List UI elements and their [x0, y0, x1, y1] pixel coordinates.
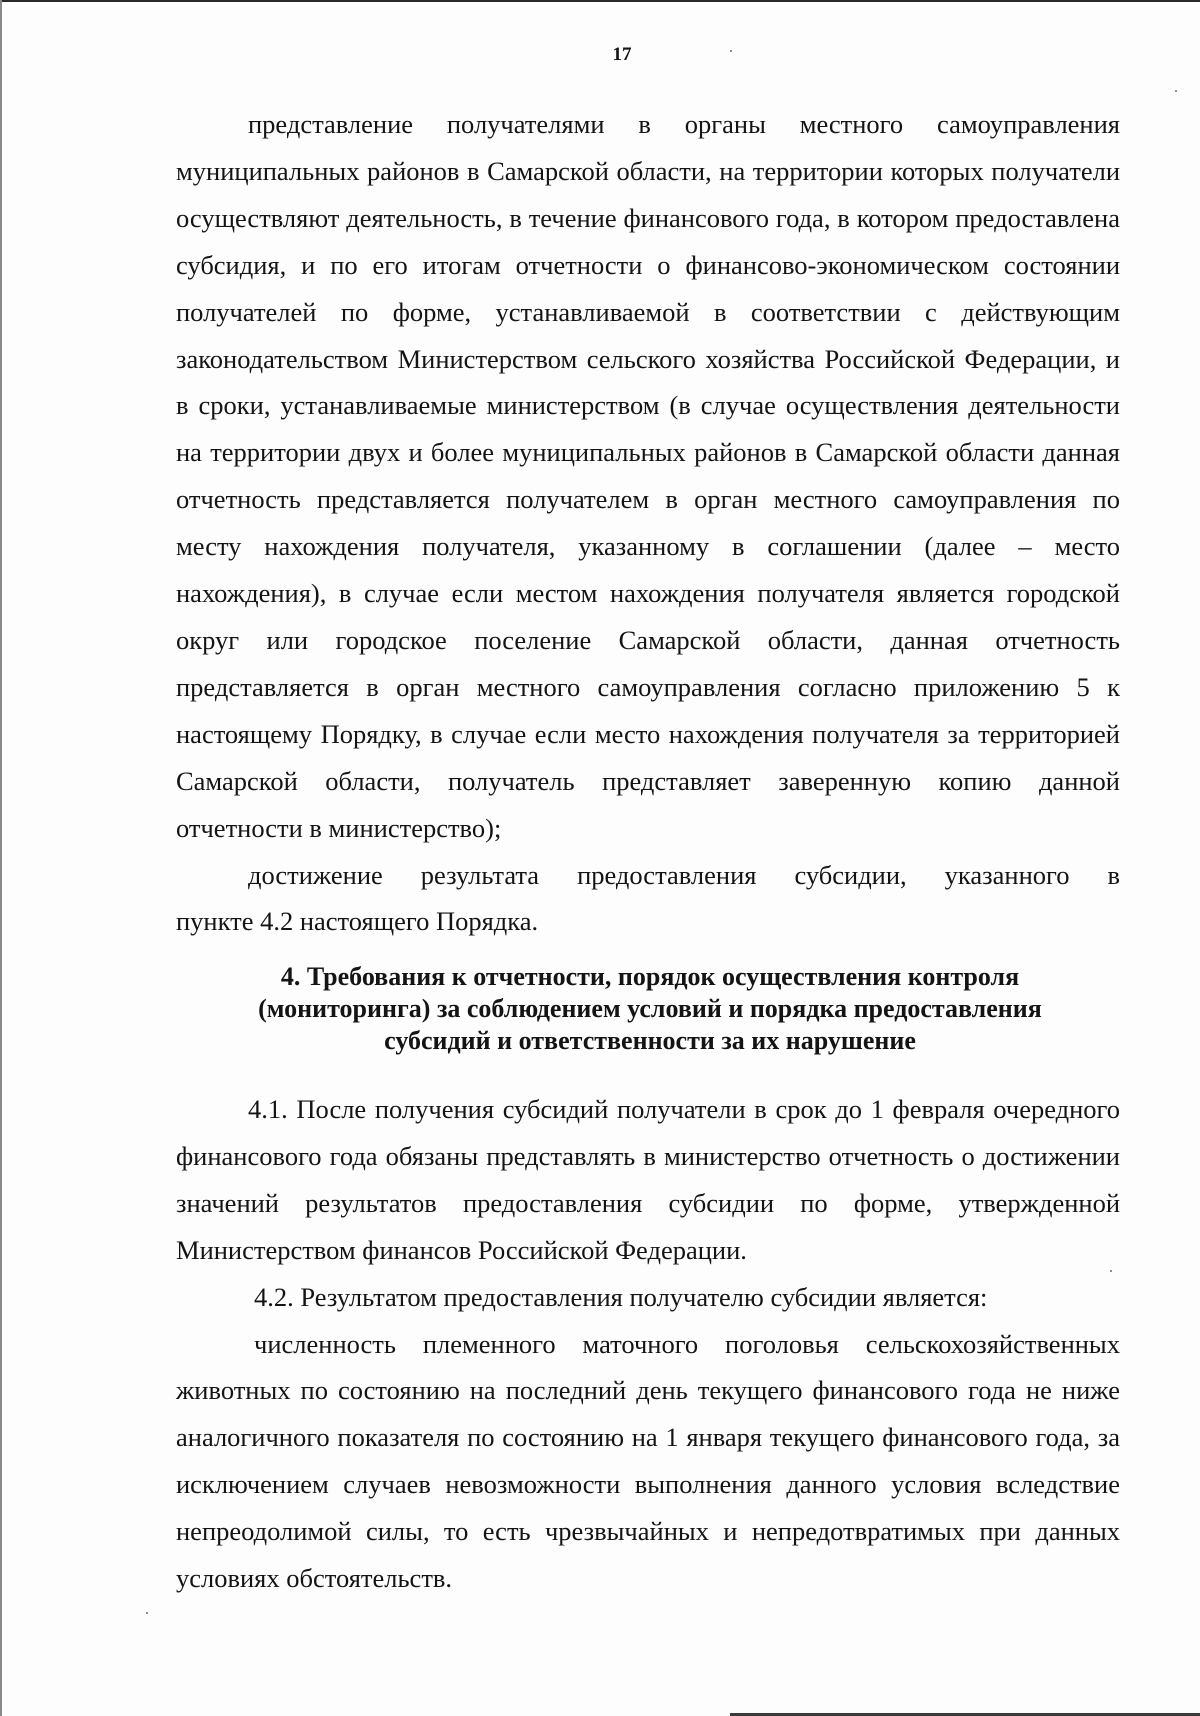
- scan-speck: [146, 1612, 148, 1614]
- section-heading-line1: 4. Требования к отчетности, порядок осуществления контроля: [280, 962, 1020, 991]
- body-text-bottom: [176, 1086, 1120, 1602]
- scan-edge-top: [0, 0, 1200, 2]
- paragraph-4-1: 4.1. После получения субсидий получатели в срок до 1 февраля очередного финансового года обязаны представлять в министерство отчетность о достижении значений результатов предоставления субсидии по форме, утвержденной Министерством финансов Российской Федерации.: [176, 1094, 1120, 1265]
- body-text-top: [176, 101, 1120, 945]
- continued-paragraph: представление получателями в органы местного самоуправления муниципальных районов в Самарской области, на территории которых получатели осуществляют деятельность, в течение финансового года, в котором предоставлена субсидия, и по его итогам отчетности о финансово-экономическом состоянии получателей по форме, устанавливаемой в соответствии с действующим законодательством Министерством сельского хозяйства Российской Федерации, и в сроки, устанавливаемые министерством (в случае осуществления деятельности на территории двух и более муниципальных районов в Самарской области данная отчетность представляется получателем в орган местного самоуправления по месту нахождения получателя, указанному в соглашении (далее – место нахождения), в случае если местом нахождения получателя является городской округ или городское поселение Самарской области, данная отчетность представляется в орган местного самоуправления согласно приложению 5 к настоящему Порядку, в случае если место нахождения получателя за территорией Самарской области, получатель представляет заверенную копию данной отчетности в министерство);: [176, 109, 1120, 843]
- scan-edge-left: [0, 0, 2, 1716]
- section-heading-line2: (мониторинга) за соблюдением условий и порядка предоставления: [258, 994, 1042, 1023]
- section-heading: [200, 961, 1100, 1057]
- page-number: 17: [612, 44, 632, 65]
- scan-speck: [1175, 90, 1177, 92]
- result-paragraph-line2: пункте 4.2 настоящего Порядка.: [176, 906, 539, 937]
- section-heading-line3: субсидий и ответственности за их нарушение: [384, 1026, 916, 1055]
- paragraph-result-definition: численность племенного маточного поголовья сельскохозяйственных животных по состоянию на последний день текущего финансового года не ниже аналогичного показателя по состоянию на 1 января текущего финансового года, за исключением случаев невозможности выполнения данного условия вследствие непреодолимой силы, то есть чрезвычайных и непредотвратимых при данных условиях обстоятельств.: [176, 1328, 1120, 1594]
- result-paragraph-line1: достижение результата предоставления субсидии, указанного в: [248, 859, 1120, 890]
- paragraph-4-2: 4.2. Результатом предоставления получателю субсидии является:: [254, 1281, 988, 1312]
